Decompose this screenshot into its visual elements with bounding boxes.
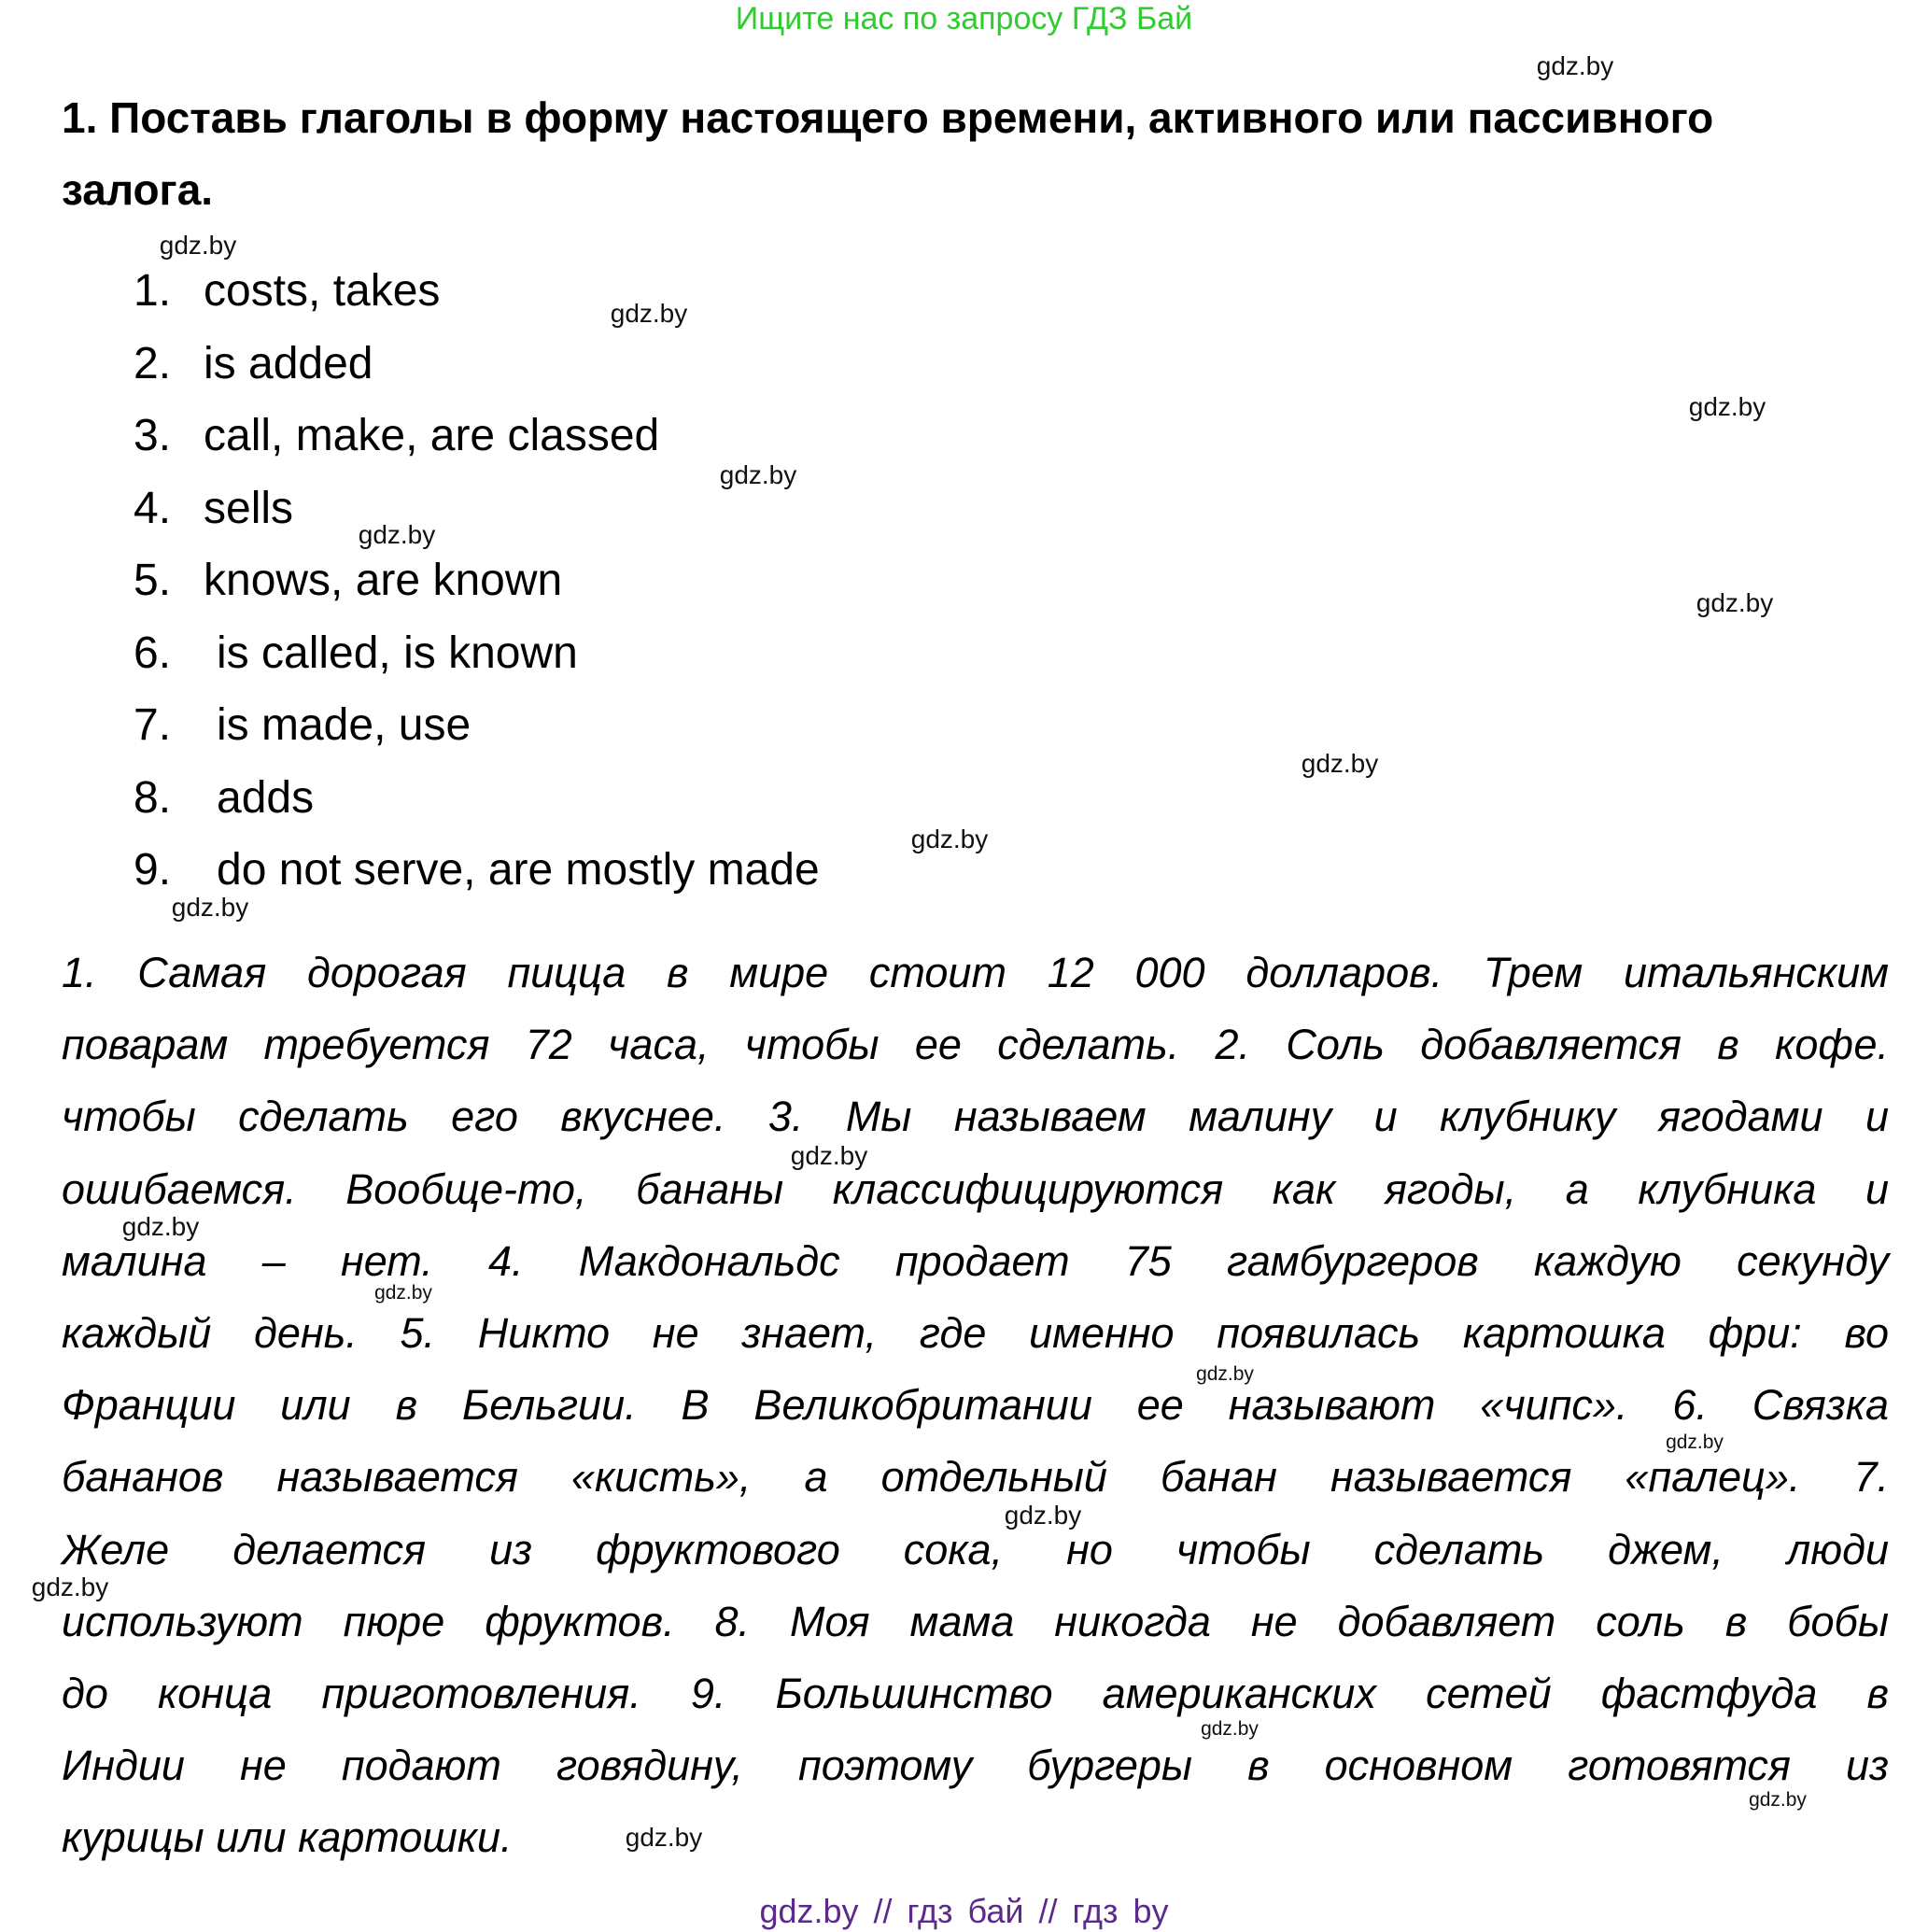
- answer-text: costs, takes: [204, 266, 441, 316]
- watermark: gdz.by: [159, 231, 237, 260]
- translation-line: 1. Самая дорогая пицца в мире стоит 12 000 долларов. Трем итальянским: [62, 949, 1889, 996]
- watermark: gdz.by: [1301, 749, 1379, 778]
- translation-line: поварам требуется 72 часа, чтобы ее сделать. 2. Соль добавляется в кофе.: [62, 1021, 1889, 1069]
- watermark: gdz.by: [31, 1572, 109, 1601]
- footer-links: gdz.by // гдз бай // гдз by: [759, 1892, 1169, 1930]
- watermark: gdz.by: [719, 460, 797, 489]
- answer-text: is added: [204, 338, 373, 388]
- answer-text: is called, is known: [217, 628, 578, 678]
- translation-line: каждый день. 5. Никто не знает, где именно появилась картошка фри: во: [62, 1309, 1889, 1357]
- exercise-heading-line-2: залога.: [62, 165, 214, 214]
- answer-text: knows, are known: [204, 556, 563, 605]
- answer-number: 5.: [134, 556, 172, 605]
- answer-number: 1.: [134, 266, 172, 316]
- translation-line: малина – нет. 4. Макдональдс продает 75 гамбургеров каждую секунду: [62, 1236, 1889, 1285]
- answer-number: 4.: [134, 483, 172, 533]
- watermark: gdz.by: [610, 299, 688, 328]
- watermark: gdz.by: [910, 825, 989, 853]
- watermark: gdz.by: [1666, 1431, 1724, 1453]
- watermark: gdz.by: [1696, 588, 1774, 617]
- translation-line: до конца приготовления. 9. Большинство американских сетей фастфуда в: [62, 1670, 1889, 1717]
- search-banner: Ищите нас по запросу ГДЗ Бай: [735, 1, 1193, 36]
- translation-line: бананов называется «кисть», а отдельный банан называется «палец». 7.: [62, 1453, 1889, 1502]
- answer-text: call, make, are classed: [204, 411, 660, 460]
- watermark: gdz.by: [121, 1212, 200, 1241]
- watermark: gdz.by: [1536, 51, 1614, 80]
- translation-line: ошибаемся. Вообще-то, бананы классифицируются как ягоды, а клубника и: [62, 1164, 1889, 1213]
- answer-number: 8.: [134, 772, 172, 823]
- watermark: gdz.by: [1749, 1789, 1807, 1811]
- translation-line: Желе делается из фруктового сока, но чтобы сделать джем, люди: [62, 1525, 1889, 1573]
- answer-text: do not serve, are mostly made: [217, 845, 820, 895]
- watermark: gdz.by: [1004, 1501, 1082, 1530]
- answer-number: 7.: [134, 700, 172, 750]
- answer-number: 6.: [134, 628, 172, 678]
- answer-text: is made, use: [217, 700, 471, 750]
- translation-line: Франции или в Бельгии. В Великобритании ее называют «чипс». 6. Связка: [62, 1381, 1889, 1430]
- answer-text: adds: [217, 772, 315, 823]
- watermark: gdz.by: [374, 1282, 432, 1304]
- translation-line: курицы или картошки.: [62, 1813, 513, 1862]
- watermark: gdz.by: [625, 1823, 703, 1852]
- answer-number: 3.: [134, 411, 172, 460]
- exercise-heading-line-1: 1. Поставь глаголы в форму настоящего времени, активного или пассивного: [62, 93, 1714, 142]
- watermark: gdz.by: [358, 520, 436, 549]
- watermark: gdz.by: [171, 893, 249, 922]
- answer-number: 2.: [134, 338, 172, 388]
- translation-line: Индии не подают говядину, поэтому бургеры в основном готовятся из: [62, 1742, 1889, 1790]
- translation-line: используют пюре фруктов. 8. Моя мама никогда не добавляет соль в бобы: [62, 1597, 1889, 1645]
- answer-text: sells: [204, 483, 294, 533]
- watermark: gdz.by: [790, 1141, 868, 1170]
- watermark: gdz.by: [1196, 1363, 1254, 1385]
- translation-line: чтобы сделать его вкуснее. 3. Мы называем малину и клубнику ягодами и: [62, 1093, 1889, 1141]
- watermark: gdz.by: [1688, 392, 1766, 421]
- answer-number: 9.: [134, 845, 172, 895]
- watermark: gdz.by: [1201, 1718, 1259, 1740]
